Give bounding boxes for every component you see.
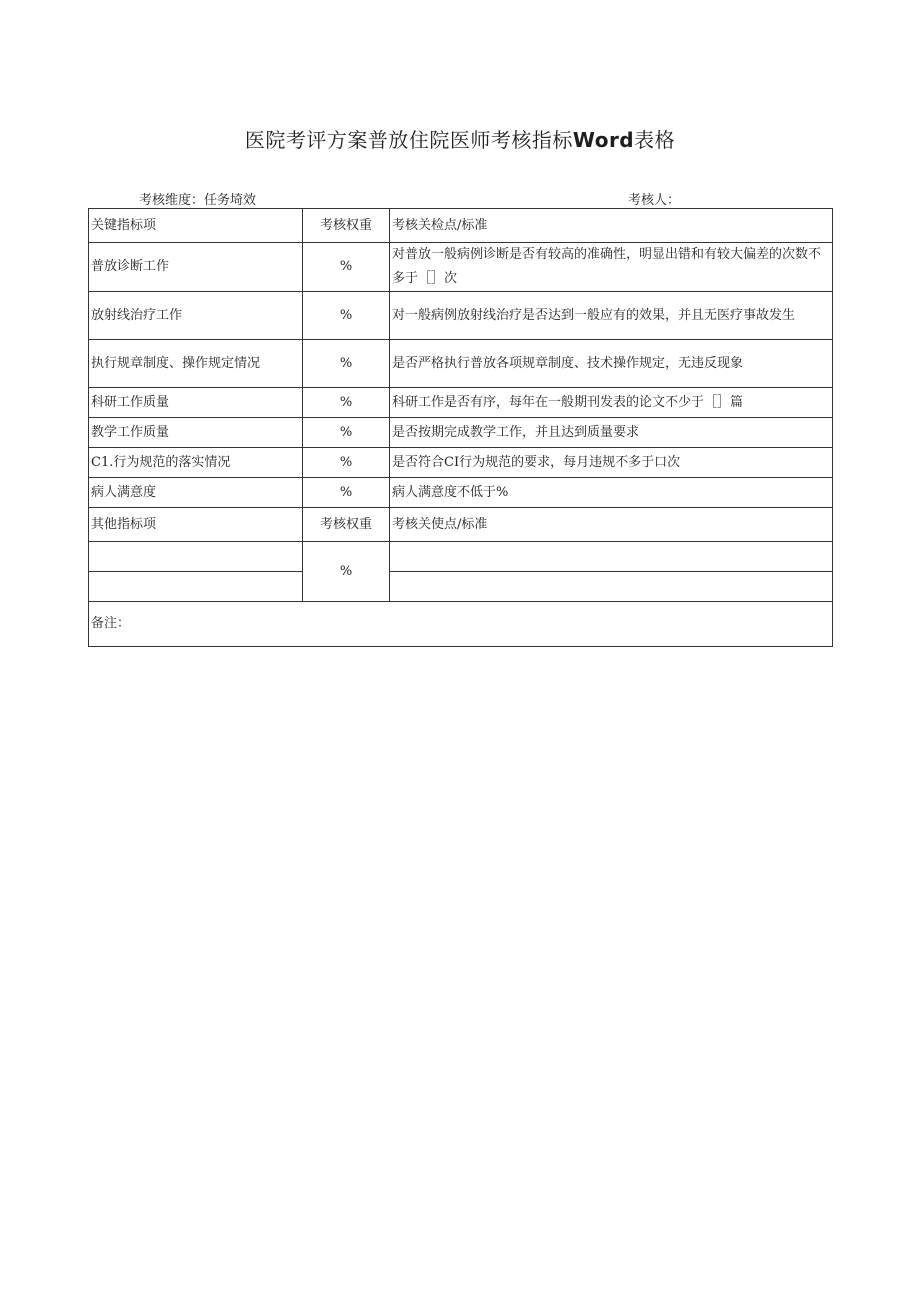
row-weight[interactable]: %: [303, 478, 390, 508]
table-row: [89, 243, 833, 292]
row-weight[interactable]: %: [303, 448, 390, 478]
row-weight[interactable]: %: [303, 243, 390, 292]
row-weight[interactable]: %: [303, 418, 390, 448]
row-criteria: 病人满意度不低于%: [390, 478, 833, 508]
header-weight: 考核权重: [303, 209, 390, 243]
assessment-dimension: 考核维度：任务埼效: [139, 193, 257, 208]
other-header-criteria: 考核关使点/标准: [390, 508, 833, 542]
row-item: 病人满意度: [89, 478, 303, 508]
other-item-cell[interactable]: [89, 542, 303, 572]
row-item: C1.行为规范的落实情况: [89, 448, 303, 478]
table-row: [89, 340, 833, 388]
row-criteria: 科研工作是否有序，每年在一般期刊发表的论文不少于［］篇: [390, 388, 833, 418]
header-row: [89, 209, 833, 243]
table-row: [89, 478, 833, 508]
other-item-cell[interactable]: [89, 572, 303, 602]
row-criteria: 是否按期完成教学工作，并且达到质量要求: [390, 418, 833, 448]
assessment-table: [88, 208, 833, 647]
row-item: 科研工作质量: [89, 388, 303, 418]
other-weight-cell[interactable]: %: [303, 542, 390, 602]
other-row: [89, 572, 833, 602]
row-item: 普放诊断工作: [89, 243, 303, 292]
row-item: 教学工作质量: [89, 418, 303, 448]
table-row: [89, 418, 833, 448]
row-weight[interactable]: %: [303, 388, 390, 418]
title-main: 医院考评方案普放住院医师考核指标: [244, 128, 573, 152]
row-item: 放射线治疗工作: [89, 292, 303, 340]
row-criteria: 对一般病例放射线治疗是否达到一般应有的效果，并且无医疗事故发生: [390, 292, 833, 340]
table-row: [89, 292, 833, 340]
table-row: [89, 388, 833, 418]
other-header-weight: 考核权重: [303, 508, 390, 542]
header-item: 关键指标项: [89, 209, 303, 243]
other-criteria-cell[interactable]: [390, 542, 833, 572]
other-header-row: [89, 508, 833, 542]
remarks-row: [89, 602, 833, 647]
header-criteria: 考核关检点/标准: [390, 209, 833, 243]
row-criteria: 是否严格执行普放各项规章制度、技术操作规定，无违反现象: [390, 340, 833, 388]
assessor: 考核人：: [628, 193, 681, 208]
other-header-item: 其他指标项: [89, 508, 303, 542]
title-word: Word: [572, 128, 635, 152]
document-title: [0, 124, 920, 153]
row-criteria: 对普放一般病例诊断是否有较高的准确性，明显出错和有较大偏差的次数不多于［］次: [390, 243, 833, 292]
table-row: [89, 448, 833, 478]
other-row: [89, 542, 833, 572]
title-suffix: 表格: [634, 128, 676, 152]
row-item: 执行规章制度、操作规定情况: [89, 340, 303, 388]
row-weight[interactable]: %: [303, 340, 390, 388]
row-criteria: 是否符合CI行为规范的要求，每月违规不多于口次: [390, 448, 833, 478]
remarks-cell[interactable]: 备注：: [89, 602, 833, 647]
row-weight[interactable]: %: [303, 292, 390, 340]
other-criteria-cell[interactable]: [390, 572, 833, 602]
